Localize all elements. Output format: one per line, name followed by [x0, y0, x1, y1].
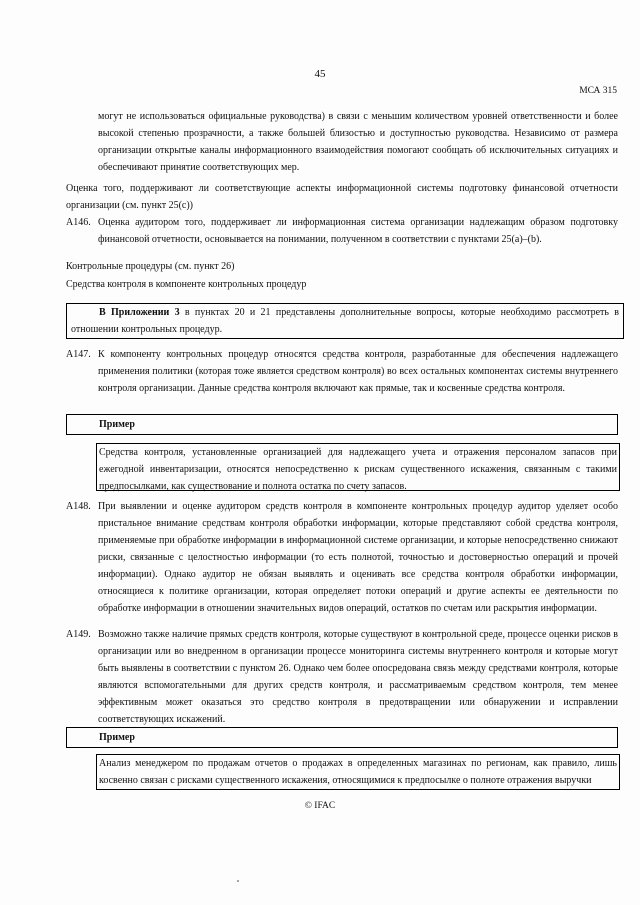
- example-text: Анализ менеджером по продажам отчетов о продажах в определенных магазинах по регионам, как правило, лишь косвенно связан с рисками существенного искажения, относящимися к предпосылке о полноте отражения выручки: [99, 758, 617, 786]
- paragraph-a148: [66, 498, 618, 617]
- example-header-box: [66, 727, 618, 748]
- paragraph-text: Оценка аудитором того, поддерживает ли информационная система организации надлежащим образом подготовку финансовой отчетности, основывается на понимании, полученном в соответствии с пунктами 25(a)–(b).: [98, 217, 618, 245]
- paragraph-a147: [66, 346, 618, 397]
- standard-code: МСА 315: [579, 86, 617, 96]
- example-box: [96, 443, 620, 491]
- heading-assessment: Оценка того, поддерживают ли соответствующие аспекты информационной системы подготовку финансовой отчетности организации (см. пункт 25(c)): [66, 183, 618, 211]
- paragraph-number: A148.: [66, 501, 91, 512]
- intro-paragraph: могут не использоваться официальные руководства) в связи с меньшим количеством уровней ответственности и более высокой степенью прозрачности, а также большей близостью и доступностью руководства. Независимо от размера организации открытые каналы информационного взаимодействия помогают сообщать об исключительных ситуациях и обеспечивают принятие соответствующих мер.: [98, 111, 618, 173]
- paragraph-text: При выявлении и оценке аудитором средств контроля в компоненте контрольных процедур аудитор уделяет особо пристальное внимание средствам контроля обработки информации, которые представляют собой средства контроля, применяемые при обработке информации в информационной системе организации, и которые непосредственно снижают риски, связанные с целостностью информации (то есть полнотой, точностью и достоверностью операций и прочей информации). Однако аудитор не обязан выявлять и оценивать все средства контроля обработки информации, относящиеся к политике организации, которая определяет потоки операций и другие аспекты ее деятельности по обработке информации в отношении значительных видов операций, остатков по счетам или раскрытия информации.: [98, 501, 618, 614]
- page-number: 45: [314, 68, 326, 80]
- appendix-note: [71, 304, 619, 338]
- paragraph-number: A147.: [66, 349, 91, 360]
- copyright-footer: © IFAC: [304, 801, 336, 811]
- paragraph-a149: [66, 626, 618, 728]
- scan-speck: [237, 880, 239, 882]
- paragraph-text: Возможно также наличие прямых средств контроля, которые существуют в контрольной среде, процессе оценки рисков в организации или во внедренном в организации процессе мониторинга системы внутреннего контроля и которые могут быть выявлены в соответствии с пунктом 26. Однако чем более опосредована связь между средствами контроля, которые являются вспомогательными для других средств контроля, и рассматриваемым средством контроля, тем менее эффективным может оказаться это средство контроля в предотвращении или обнаружении и исправлении соответствующих искажений.: [98, 629, 618, 725]
- appendix-note-box: [66, 303, 624, 339]
- paragraph-number: A146.: [66, 217, 91, 228]
- paragraph-text: К компоненту контрольных процедур относятся средства контроля, разработанные для обеспечения надлежащего применения политики (которая тоже является средством контроля) во всех остальных компонентах системы внутреннего контроля организации. Данные средства контроля включают как прямые, так и косвенные средства контроля.: [98, 349, 618, 394]
- example-header-box: [66, 414, 618, 435]
- heading-control-procedures: Контрольные процедуры (см. пункт 26): [66, 261, 235, 272]
- example-box: [96, 754, 620, 790]
- heading-component: Средства контроля в компоненте контрольных процедур: [66, 279, 307, 290]
- appendix-note-text: в пунктах 20 и 21 представлены дополнительные вопросы, которые необходимо рассмотреть в отношении контрольных процедур.: [71, 307, 619, 335]
- paragraph-a146: [66, 214, 618, 248]
- paragraph-number: A149.: [66, 629, 91, 640]
- example-title: Пример: [99, 419, 135, 430]
- example-text: Средства контроля, установленные организацией для надлежащего учета и отражения персоналом запасов при ежегодной инвентаризации, относятся непосредственно к рискам существенного искажения, связанным с такими предпосылками, как существование и полнота остатка по счету запасов.: [99, 447, 617, 492]
- appendix-reference: В Приложении 3: [99, 307, 180, 318]
- example-title: Пример: [99, 732, 135, 743]
